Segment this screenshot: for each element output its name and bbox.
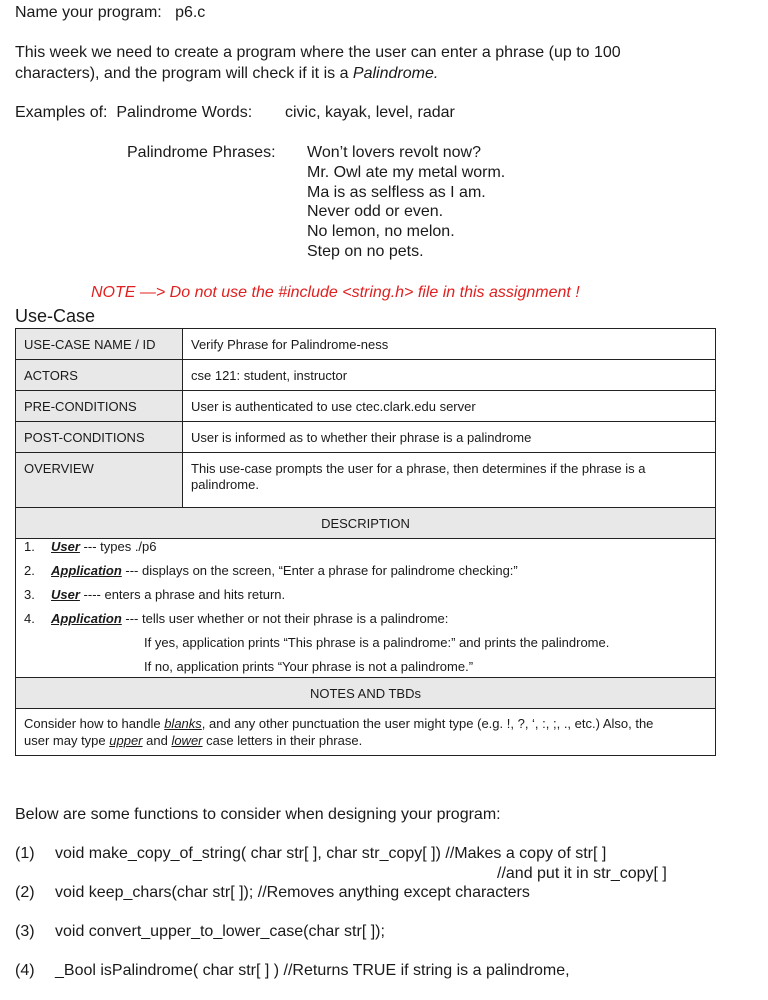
- intro-line-1: This week we need to create a program where the user can enter a phrase (up to 100: [15, 44, 621, 61]
- actor-label: Application: [51, 563, 122, 578]
- palindrome-term: Palindrome.: [352, 65, 439, 82]
- notes-row: [16, 709, 716, 756]
- table-row: [16, 360, 716, 391]
- program-name-line: [15, 4, 205, 22]
- row-label: OVERVIEW: [16, 453, 183, 508]
- phrase-item: Ma is as selfless as I am.: [307, 184, 486, 201]
- row-value: User is authenticated to use ctec.clark.edu server: [183, 391, 716, 422]
- function-item: (1) void make_copy_of_string( char str[ ], char str_copy[ ]) //Makes a copy of str[ ]: [15, 845, 607, 862]
- phrase-item: Never odd or even.: [307, 203, 444, 220]
- row-value: User is informed as to whether their phrase is a palindrome: [183, 422, 716, 453]
- step-item: 3. User ---- enters a phrase and hits return.: [24, 587, 286, 602]
- phrase-item: Mr. Owl ate my metal worm.: [307, 164, 506, 181]
- table-row: [16, 391, 716, 422]
- upper-term: upper: [109, 733, 143, 748]
- step-item: 2. Application --- displays on the screen, “Enter a phrase for palindrome checking:”: [24, 563, 518, 578]
- blanks-term: blanks: [164, 716, 202, 731]
- description-body: [16, 539, 716, 678]
- table-row: [16, 329, 716, 360]
- functions-intro: Below are some functions to consider when designing your program:: [15, 806, 501, 823]
- sub-step: If yes, application prints “This phrase is a palindrome:” and prints the palindrome.: [144, 635, 610, 650]
- lower-term: lower: [171, 733, 203, 748]
- row-label: PRE-CONDITIONS: [16, 391, 183, 422]
- use-case-table: [15, 328, 716, 756]
- row-label: USE-CASE NAME / ID: [16, 329, 183, 360]
- row-label: ACTORS: [16, 360, 183, 391]
- function-signature: _Bool isPalindrome( char str[ ] ) //Returns TRUE if string is a palindrome,: [55, 962, 570, 979]
- function-signature: void make_copy_of_string( char str[ ], char str_copy[ ]) //Makes a copy of str[ ]: [55, 845, 607, 862]
- row-value: Verify Phrase for Palindrome-ness: [183, 329, 716, 360]
- description-row: [16, 539, 716, 678]
- step-item: 4. Application --- tells user whether or not their phrase is a palindrome:: [24, 611, 449, 626]
- function-item: (4) _Bool isPalindrome( char str[ ] ) //Returns TRUE if string is a palindrome,: [15, 962, 570, 979]
- palindrome-words: civic, kayak, level, radar: [285, 104, 455, 121]
- examples-label: Examples of: Palindrome Words:: [15, 104, 253, 121]
- name-label: Name your program:: [15, 4, 162, 21]
- function-comment-cont: //and put it in str_copy[ ]: [497, 865, 667, 882]
- actor-label: Application: [51, 611, 122, 626]
- phrases-label: Palindrome Phrases:: [127, 144, 276, 161]
- use-case-heading: Use-Case: [15, 306, 96, 326]
- description-header-row: [16, 508, 716, 539]
- phrase-item: Won’t lovers revolt now?: [307, 144, 481, 161]
- notes-body: Consider how to handle blanks, and any other punctuation the user might type (e.g. !, ?, ‘, :, ;, ., etc.) Also, the user may type upper and lower case letters in their phrase.: [16, 709, 716, 756]
- row-value: This use-case prompts the user for a phrase, then determines if the phrase is a palindrome.: [183, 453, 716, 508]
- program-name: p6.c: [175, 4, 206, 21]
- notes-header: NOTES AND TBDs: [16, 678, 716, 709]
- row-label: POST-CONDITIONS: [16, 422, 183, 453]
- description-header: DESCRIPTION: [16, 508, 716, 539]
- phrase-item: No lemon, no melon.: [307, 223, 455, 240]
- intro-line-2: characters), and the program will check if it is a Palindrome.: [15, 65, 439, 82]
- phrase-item: Step on no pets.: [307, 243, 424, 260]
- function-item: (3) void convert_upper_to_lower_case(char str[ ]);: [15, 923, 385, 940]
- note-warning: NOTE —> Do not use the #include <string.h> file in this assignment !: [91, 284, 580, 301]
- words-label: Palindrome Words:: [116, 104, 253, 121]
- function-item: (2) void keep_chars(char str[ ]); //Removes anything except characters: [15, 884, 530, 901]
- actor-label: User: [51, 587, 80, 602]
- function-signature: void keep_chars(char str[ ]); //Removes anything except characters: [55, 884, 530, 901]
- table-row: [16, 422, 716, 453]
- notes-header-row: [16, 678, 716, 709]
- row-value: cse 121: student, instructor: [183, 360, 716, 391]
- step-item: 1. User --- types ./p6: [24, 539, 157, 554]
- table-row: [16, 453, 716, 508]
- actor-label: User: [51, 539, 80, 554]
- sub-step: If no, application prints “Your phrase is not a palindrome.”: [144, 659, 474, 674]
- function-signature: void convert_upper_to_lower_case(char str[ ]);: [55, 923, 385, 940]
